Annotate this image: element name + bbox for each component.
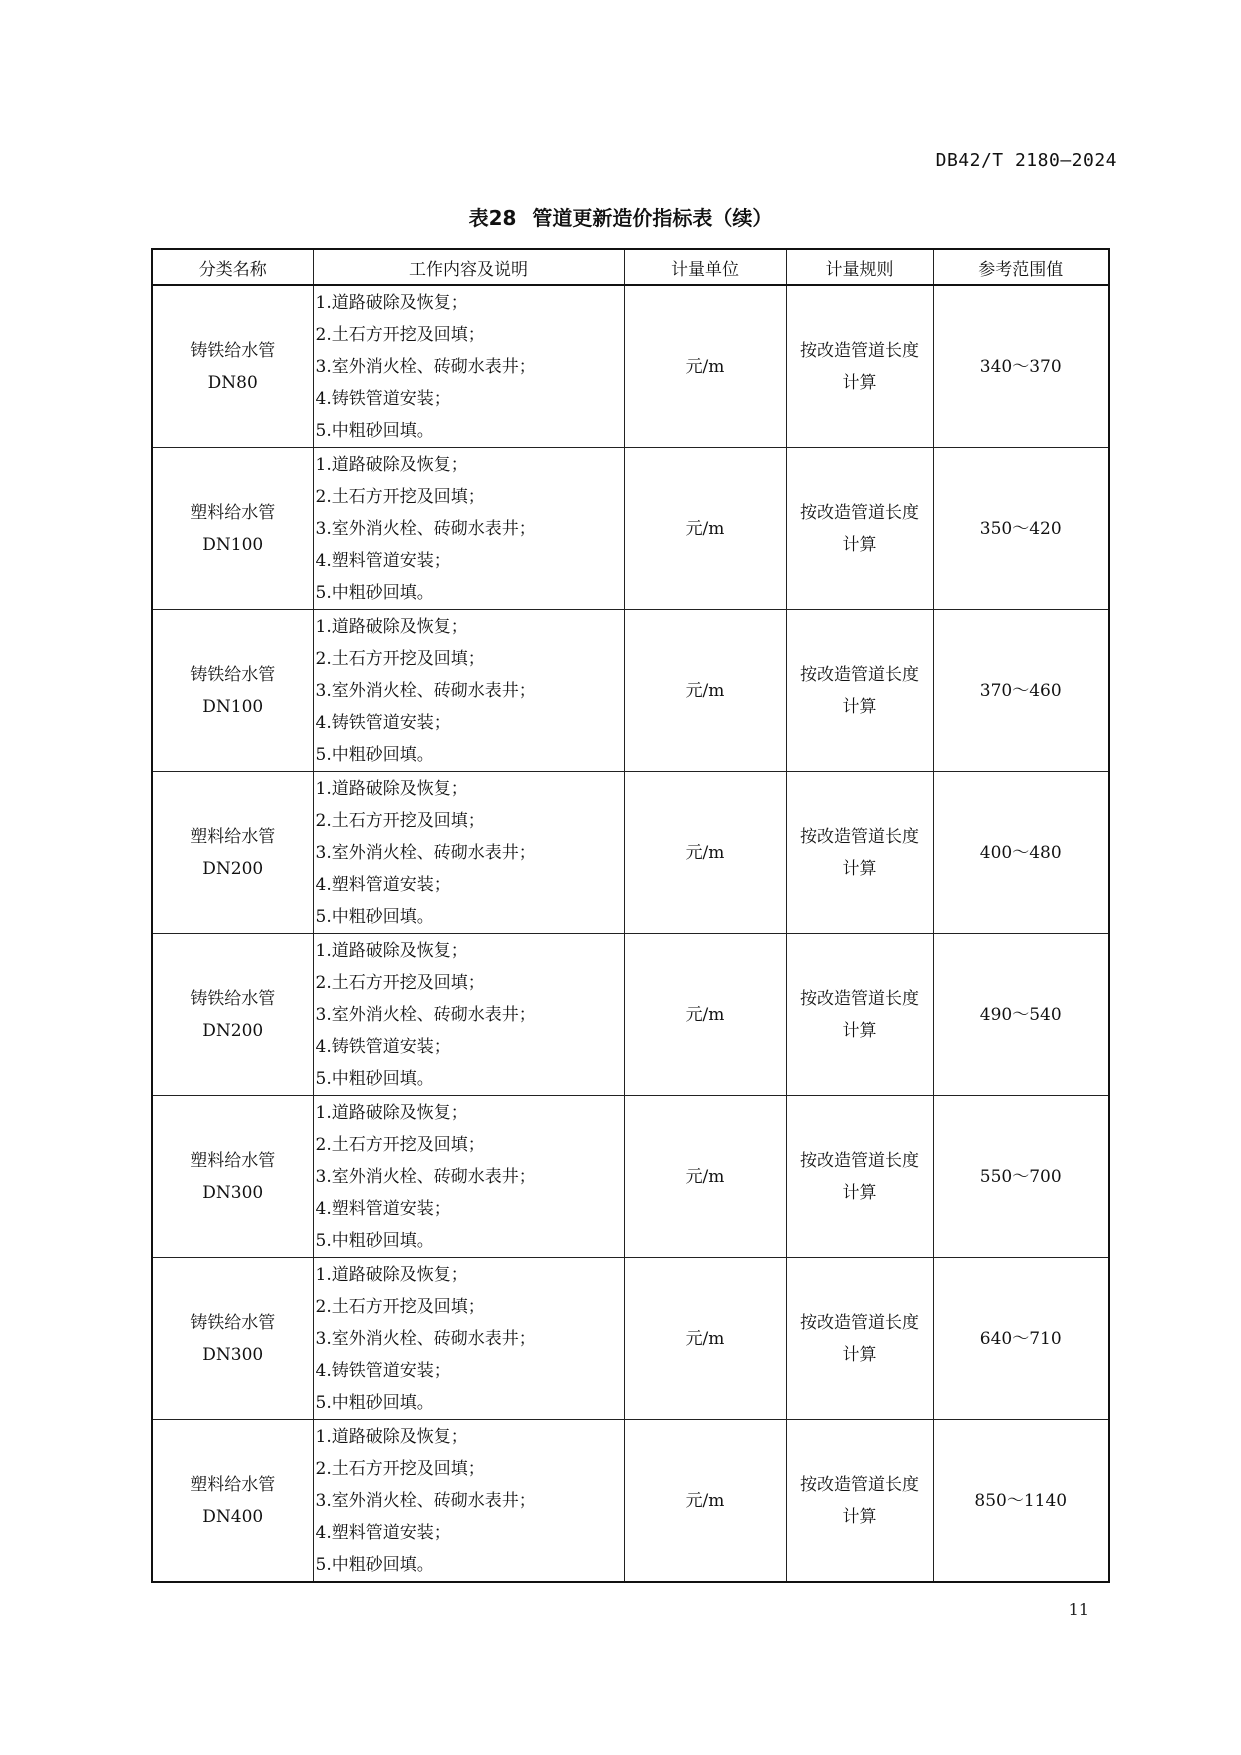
category-name-cell: [152, 448, 313, 610]
category-name-cell: [152, 285, 313, 448]
category-name-line: 塑料给水管: [190, 1150, 276, 1171]
work-content-item: 4.铸铁管道安装；: [315, 712, 451, 733]
work-content-item: 1.道路破除及恢复；: [315, 1264, 468, 1285]
measurement-rule-line: 按改造管道长度: [800, 664, 919, 685]
unit-cell: 元/m: [624, 1258, 786, 1420]
work-content-list: [314, 1421, 624, 1581]
work-content-cell: [313, 285, 624, 448]
measurement-rule-line: 计算: [842, 1020, 877, 1041]
table-number: 表28: [468, 206, 517, 230]
work-content-item: 4.塑料管道安装；: [315, 874, 451, 895]
measurement-rule-cell: [786, 1096, 933, 1258]
work-content-list: [314, 287, 624, 447]
work-content-item: 2.土石方开挖及回填；: [315, 1134, 485, 1155]
table-row: [152, 934, 1109, 1096]
measurement-rule-line: 计算: [842, 858, 877, 879]
measurement-rule-line: 计算: [842, 372, 877, 393]
measurement-rule-cell: [786, 610, 933, 772]
category-name-line: 铸铁给水管: [190, 340, 276, 361]
page-number: 11: [1068, 1600, 1089, 1619]
unit-cell: 元/m: [624, 934, 786, 1096]
reference-range-cell: 400～480: [933, 772, 1109, 934]
category-name-line: DN100: [202, 534, 264, 555]
category-name-cell: [152, 1258, 313, 1420]
work-content-item: 2.土石方开挖及回填；: [315, 810, 485, 831]
reference-range-cell: 850～1140: [933, 1420, 1109, 1583]
work-content-item: 4.塑料管道安装；: [315, 1198, 451, 1219]
work-content-item: 2.土石方开挖及回填；: [315, 486, 485, 507]
work-content-item: 1.道路破除及恢复；: [315, 1426, 468, 1447]
table-body: [152, 285, 1109, 1582]
measurement-rule-line: 按改造管道长度: [800, 1312, 919, 1333]
category-name-cell: [152, 772, 313, 934]
work-content-item: 2.土石方开挖及回填；: [315, 972, 485, 993]
measurement-rule-line: 按改造管道长度: [800, 1150, 919, 1171]
work-content-item: 4.铸铁管道安装；: [315, 1036, 451, 1057]
work-content-cell: [313, 1258, 624, 1420]
category-name-line: 铸铁给水管: [190, 1312, 276, 1333]
category-name-line: 塑料给水管: [190, 826, 276, 847]
measurement-rule-line: 按改造管道长度: [800, 826, 919, 847]
work-content-item: 5.中粗砂回填。: [315, 1068, 434, 1089]
measurement-rule-line: 按改造管道长度: [800, 340, 919, 361]
measurement-rule-line: 计算: [842, 696, 877, 717]
work-content-item: 1.道路破除及恢复；: [315, 1102, 468, 1123]
category-name-line: DN300: [202, 1182, 264, 1203]
category-name-line: 塑料给水管: [190, 502, 276, 523]
table-title: [0, 202, 1241, 231]
work-content-item: 2.土石方开挖及回填；: [315, 1458, 485, 1479]
work-content-item: 1.道路破除及恢复；: [315, 940, 468, 961]
work-content-item: 4.铸铁管道安装；: [315, 1360, 451, 1381]
measurement-rule-line: 按改造管道长度: [800, 502, 919, 523]
work-content-item: 3.室外消火栓、砖砌水表井；: [315, 680, 536, 701]
category-name-line: DN80: [207, 372, 258, 393]
work-content-item: 5.中粗砂回填。: [315, 1230, 434, 1251]
work-content-item: 3.室外消火栓、砖砌水表井；: [315, 356, 536, 377]
work-content-cell: [313, 448, 624, 610]
work-content-cell: [313, 772, 624, 934]
document-code: DB42/T 2180—2024: [935, 150, 1117, 171]
table-row: [152, 448, 1109, 610]
reference-range-cell: 370～460: [933, 610, 1109, 772]
category-name-cell: [152, 610, 313, 772]
category-name-line: DN100: [202, 696, 264, 717]
work-content-cell: [313, 610, 624, 772]
measurement-rule-line: 计算: [842, 1182, 877, 1203]
unit-cell: 元/m: [624, 772, 786, 934]
category-name-line: DN400: [202, 1506, 264, 1527]
unit-cell: 元/m: [624, 610, 786, 772]
measurement-rule-line: 计算: [842, 534, 877, 555]
work-content-cell: [313, 1096, 624, 1258]
measurement-rule-cell: [786, 448, 933, 610]
work-content-list: [314, 1097, 624, 1257]
measurement-rule-line: 计算: [842, 1506, 877, 1527]
category-name-cell: [152, 1096, 313, 1258]
reference-range-cell: 640～710: [933, 1258, 1109, 1420]
work-content-item: 5.中粗砂回填。: [315, 906, 434, 927]
table-row: [152, 1096, 1109, 1258]
table-row: [152, 285, 1109, 448]
work-content-list: [314, 1259, 624, 1419]
column-header-unit: 计量单位: [624, 249, 786, 285]
work-content-item: 2.土石方开挖及回填；: [315, 1296, 485, 1317]
work-content-list: [314, 611, 624, 771]
reference-range-cell: 340～370: [933, 285, 1109, 448]
column-header-range: 参考范围值: [933, 249, 1109, 285]
work-content-item: 5.中粗砂回填。: [315, 1392, 434, 1413]
work-content-item: 2.土石方开挖及回填；: [315, 648, 485, 669]
category-name-line: DN200: [202, 858, 264, 879]
work-content-cell: [313, 1420, 624, 1583]
measurement-rule-cell: [786, 1420, 933, 1583]
work-content-item: 3.室外消火栓、砖砌水表井；: [315, 1490, 536, 1511]
unit-cell: 元/m: [624, 448, 786, 610]
measurement-rule-cell: [786, 1258, 933, 1420]
table-row: [152, 610, 1109, 772]
measurement-rule-cell: [786, 772, 933, 934]
measurement-rule-line: 按改造管道长度: [800, 1474, 919, 1495]
work-content-item: 3.室外消火栓、砖砌水表井；: [315, 842, 536, 863]
cost-index-table: [151, 248, 1110, 1583]
table-row: [152, 1420, 1109, 1583]
work-content-item: 4.铸铁管道安装；: [315, 388, 451, 409]
column-header-work: 工作内容及说明: [313, 249, 624, 285]
work-content-item: 3.室外消火栓、砖砌水表井；: [315, 1328, 536, 1349]
unit-cell: 元/m: [624, 285, 786, 448]
work-content-item: 2.土石方开挖及回填；: [315, 324, 485, 345]
work-content-item: 3.室外消火栓、砖砌水表井；: [315, 1004, 536, 1025]
work-content-item: 3.室外消火栓、砖砌水表井；: [315, 1166, 536, 1187]
work-content-item: 1.道路破除及恢复；: [315, 292, 468, 313]
category-name-line: DN300: [202, 1344, 264, 1365]
work-content-item: 1.道路破除及恢复；: [315, 778, 468, 799]
work-content-item: 5.中粗砂回填。: [315, 582, 434, 603]
work-content-list: [314, 773, 624, 933]
reference-range-cell: 490～540: [933, 934, 1109, 1096]
column-header-rule: 计量规则: [786, 249, 933, 285]
work-content-cell: [313, 934, 624, 1096]
table-header-row: [152, 249, 1109, 285]
work-content-item: 4.塑料管道安装；: [315, 1522, 451, 1543]
column-header-category: 分类名称: [152, 249, 313, 285]
work-content-item: 5.中粗砂回填。: [315, 1554, 434, 1575]
work-content-list: [314, 935, 624, 1095]
category-name-cell: [152, 934, 313, 1096]
work-content-item: 1.道路破除及恢复；: [315, 616, 468, 637]
category-name-line: 铸铁给水管: [190, 664, 276, 685]
category-name-line: 铸铁给水管: [190, 988, 276, 1009]
category-name-line: DN200: [202, 1020, 264, 1041]
category-name-cell: [152, 1420, 313, 1583]
measurement-rule-line: 计算: [842, 1344, 877, 1365]
reference-range-cell: 550～700: [933, 1096, 1109, 1258]
work-content-item: 1.道路破除及恢复；: [315, 454, 468, 475]
reference-range-cell: 350～420: [933, 448, 1109, 610]
work-content-item: 5.中粗砂回填。: [315, 744, 434, 765]
measurement-rule-cell: [786, 285, 933, 448]
work-content-item: 5.中粗砂回填。: [315, 420, 434, 441]
work-content-list: [314, 449, 624, 609]
unit-cell: 元/m: [624, 1096, 786, 1258]
table-row: [152, 1258, 1109, 1420]
work-content-item: 4.塑料管道安装；: [315, 550, 451, 571]
category-name-line: 塑料给水管: [190, 1474, 276, 1495]
unit-cell: 元/m: [624, 1420, 786, 1583]
table-row: [152, 772, 1109, 934]
work-content-item: 3.室外消火栓、砖砌水表井；: [315, 518, 536, 539]
table-name: 管道更新造价指标表（续）: [532, 206, 773, 230]
measurement-rule-line: 按改造管道长度: [800, 988, 919, 1009]
measurement-rule-cell: [786, 934, 933, 1096]
